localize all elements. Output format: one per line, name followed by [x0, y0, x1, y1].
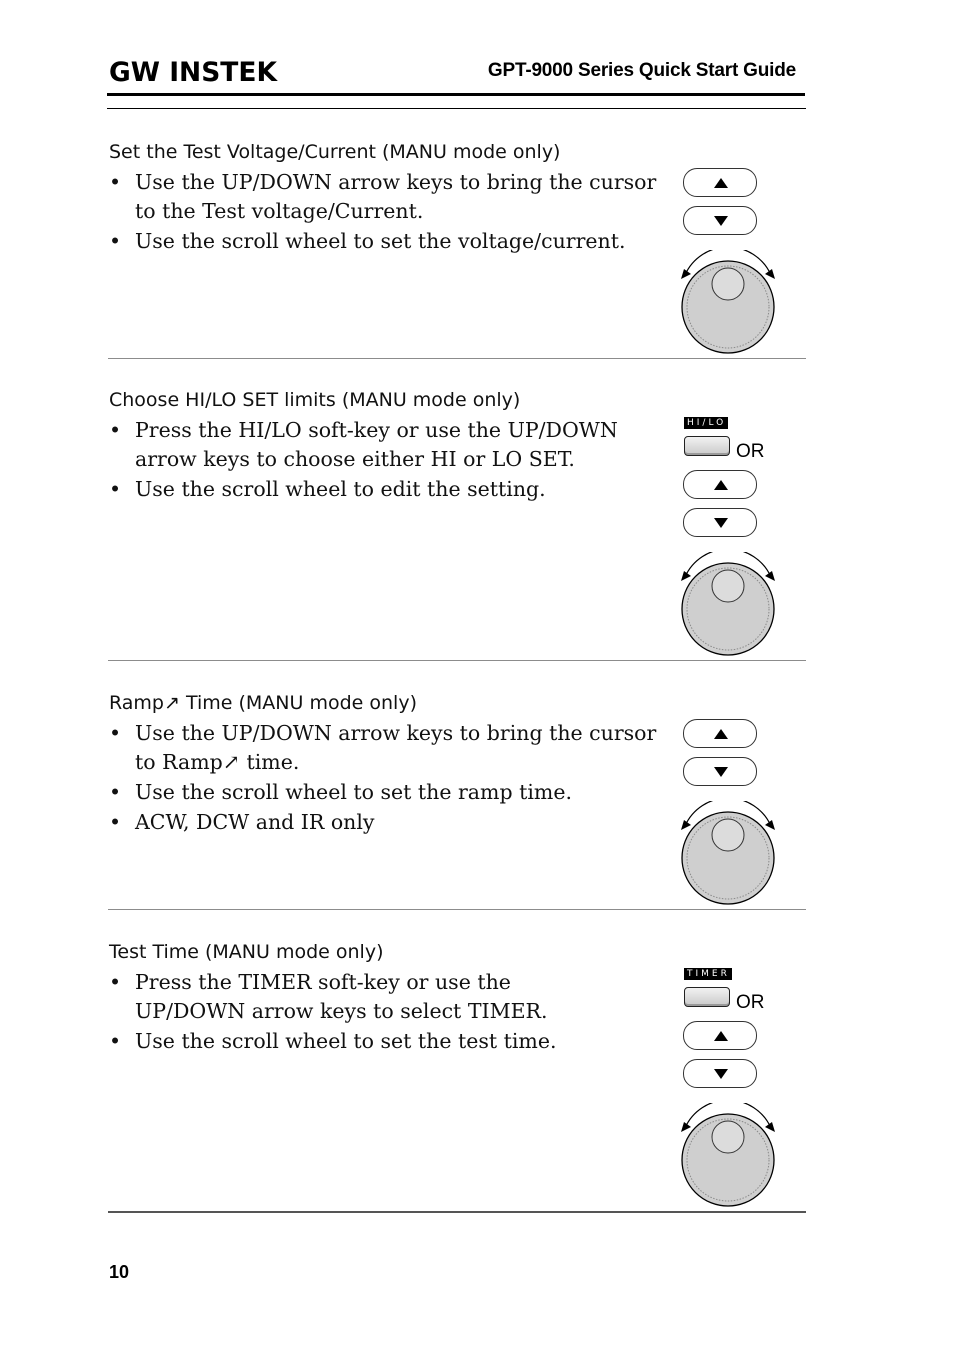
or-label: OR	[736, 441, 765, 462]
bullet-item: • Use the scroll wheel to set the test time.	[109, 1027, 679, 1056]
bullet-item: • Press the TIMER soft-key or use the UP/DOWN arrow keys to select TIMER.	[109, 968, 679, 1026]
bullet-item: • Press the HI/LO soft-key or use the UP/DOWN arrow keys to choose either HI or LO SET.	[109, 416, 679, 474]
section-divider	[108, 909, 806, 910]
scroll-wheel-icon	[678, 250, 778, 356]
scroll-wheel-icon	[678, 801, 778, 907]
up-arrow-key-icon	[683, 470, 757, 499]
bullet-item: • Use the UP/DOWN arrow keys to bring the cursor to Ramp↗ time.	[109, 719, 679, 777]
section-test-voltage	[109, 140, 679, 257]
up-arrow-key-icon	[683, 168, 757, 197]
down-arrow-key-icon	[683, 206, 757, 235]
bullet-item: • Use the scroll wheel to set the voltage/current.	[109, 227, 679, 256]
bullet-item: • ACW, DCW and IR only	[109, 808, 679, 837]
bullet-list	[109, 968, 679, 1056]
header-rule-thin	[107, 108, 806, 109]
down-arrow-key-icon	[683, 1059, 757, 1088]
up-arrow-key-icon	[683, 1021, 757, 1050]
softkey-label: HI/LO	[684, 417, 728, 429]
bullet-list	[109, 168, 679, 256]
section-ramp-time	[109, 691, 679, 838]
bullet-item: • Use the scroll wheel to edit the setting.	[109, 475, 679, 504]
up-triangle-icon	[714, 1031, 728, 1041]
hilo-soft-key-icon	[684, 436, 730, 456]
section-divider	[108, 1211, 806, 1213]
section-title: Set the Test Voltage/Current (MANU mode only)	[109, 141, 561, 163]
up-triangle-icon	[714, 480, 728, 490]
bullet-list	[109, 719, 679, 837]
document-title: GPT-9000 Series Quick Start Guide	[487, 60, 796, 81]
scroll-wheel-icon	[678, 552, 778, 658]
down-arrow-key-icon	[683, 508, 757, 537]
section-test-time	[109, 940, 679, 1057]
section-divider	[108, 358, 806, 359]
page-number: 10	[109, 1262, 130, 1282]
header-rule	[107, 93, 805, 96]
svg-text:GW INSTEK: GW INSTEK	[109, 57, 279, 84]
gw-instek-logo	[109, 56, 279, 84]
up-triangle-icon	[714, 729, 728, 739]
section-title: Choose HI/LO SET limits (MANU mode only)	[109, 389, 521, 411]
or-label: OR	[736, 992, 765, 1013]
section-divider	[108, 660, 806, 661]
bullet-list	[109, 416, 679, 504]
section-title: Test Time (MANU mode only)	[109, 941, 384, 963]
up-triangle-icon	[714, 178, 728, 188]
down-arrow-key-icon	[683, 757, 757, 786]
down-triangle-icon	[714, 1069, 728, 1079]
softkey-label: TIMER	[684, 968, 732, 980]
down-triangle-icon	[714, 518, 728, 528]
scroll-wheel-icon	[678, 1103, 778, 1209]
section-title: Ramp↗ Time (MANU mode only)	[109, 692, 417, 714]
up-arrow-key-icon	[683, 719, 757, 748]
down-triangle-icon	[714, 216, 728, 226]
section-hilo-limits	[109, 388, 679, 505]
bullet-item: • Use the UP/DOWN arrow keys to bring the cursor to the Test voltage/Current.	[109, 168, 679, 226]
timer-soft-key-icon	[684, 987, 730, 1007]
down-triangle-icon	[714, 767, 728, 777]
bullet-item: • Use the scroll wheel to set the ramp time.	[109, 778, 679, 807]
